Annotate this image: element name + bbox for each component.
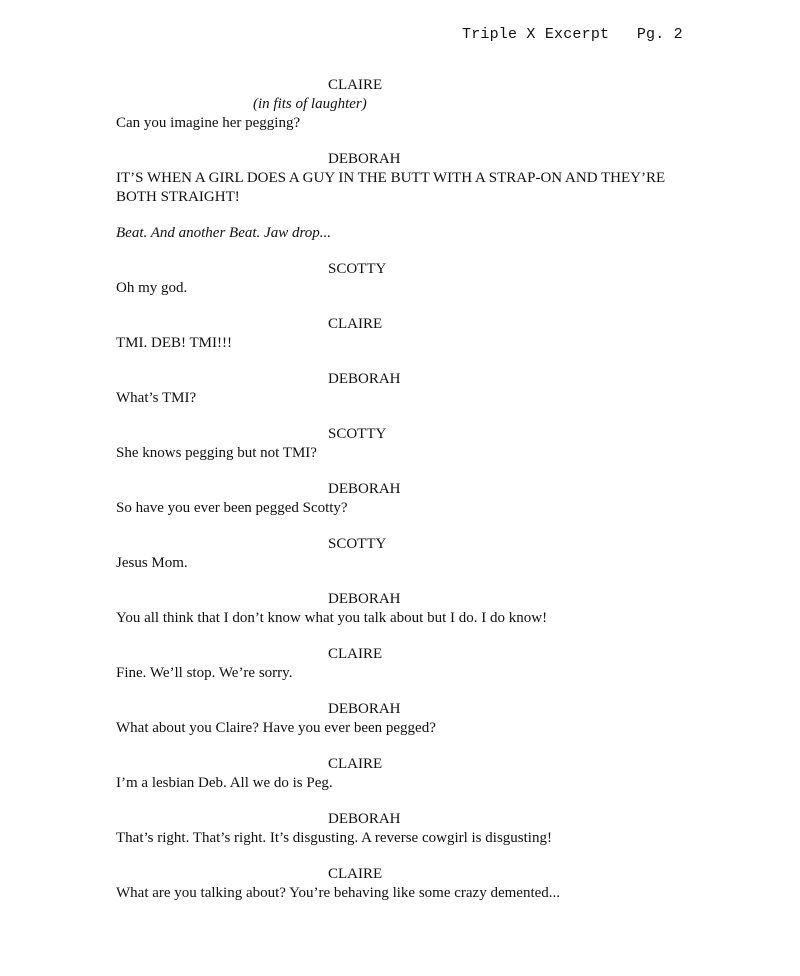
dialogue-line: Jesus Mom. bbox=[116, 555, 188, 571]
dialogue-block bbox=[116, 260, 676, 298]
header-page-number: Pg. 2 bbox=[636, 26, 683, 43]
character-name: DEBORAH bbox=[328, 591, 401, 607]
character-name: CLAIRE bbox=[328, 646, 383, 662]
dialogue-block bbox=[116, 370, 676, 408]
dialogue-block bbox=[116, 810, 676, 848]
dialogue-block bbox=[116, 535, 676, 573]
character-name: SCOTTY bbox=[328, 536, 387, 552]
dialogue-block bbox=[116, 755, 676, 793]
dialogue-line: IT’S WHEN A GIRL DOES A GUY IN THE BUTT WITH A STRAP-ON AND THEY’RE BOTH STRAIGHT! bbox=[116, 170, 666, 205]
dialogue-block bbox=[116, 700, 676, 738]
dialogue-block bbox=[116, 590, 676, 628]
dialogue-line: You all think that I don’t know what you talk about but I do. I do know! bbox=[116, 610, 548, 626]
character-name: CLAIRE bbox=[328, 77, 383, 93]
character-name: SCOTTY bbox=[328, 426, 387, 442]
character-name: CLAIRE bbox=[328, 756, 383, 772]
character-name: DEBORAH bbox=[328, 701, 401, 717]
dialogue-block bbox=[116, 315, 676, 353]
dialogue-line: So have you ever been pegged Scotty? bbox=[116, 500, 348, 516]
dialogue-line: I’m a lesbian Deb. All we do is Peg. bbox=[116, 775, 333, 791]
character-name: CLAIRE bbox=[328, 316, 383, 332]
dialogue-line: That’s right. That’s right. It’s disgusting. A reverse cowgirl is disgusting! bbox=[116, 830, 552, 846]
character-name: DEBORAH bbox=[328, 811, 401, 827]
header-title: Triple X Excerpt bbox=[462, 26, 610, 43]
character-name: DEBORAH bbox=[328, 371, 401, 387]
dialogue-block bbox=[116, 425, 676, 463]
parenthetical: (in fits of laughter) bbox=[253, 96, 367, 112]
character-name: DEBORAH bbox=[328, 481, 401, 497]
dialogue-line: What are you talking about? You’re behaving like some crazy demented... bbox=[116, 885, 561, 901]
action-line: Beat. And another Beat. Jaw drop... bbox=[116, 225, 331, 241]
dialogue-line: TMI. DEB! TMI!!! bbox=[116, 335, 232, 351]
script-body bbox=[116, 76, 676, 920]
dialogue-block bbox=[116, 865, 676, 903]
dialogue-line: Fine. We’ll stop. We’re sorry. bbox=[116, 665, 293, 681]
dialogue-block bbox=[116, 150, 676, 207]
dialogue-block bbox=[116, 480, 676, 518]
dialogue-line: Oh my god. bbox=[116, 280, 188, 296]
dialogue-line: What’s TMI? bbox=[116, 390, 197, 406]
character-name: CLAIRE bbox=[328, 866, 383, 882]
dialogue-line: What about you Claire? Have you ever been pegged? bbox=[116, 720, 436, 736]
dialogue-line: She knows pegging but not TMI? bbox=[116, 445, 317, 461]
dialogue-block bbox=[116, 76, 676, 133]
character-name: SCOTTY bbox=[328, 261, 387, 277]
dialogue-line: Can you imagine her pegging? bbox=[116, 115, 301, 131]
character-name: DEBORAH bbox=[328, 151, 401, 167]
dialogue-block bbox=[116, 645, 676, 683]
page-header bbox=[462, 26, 683, 43]
